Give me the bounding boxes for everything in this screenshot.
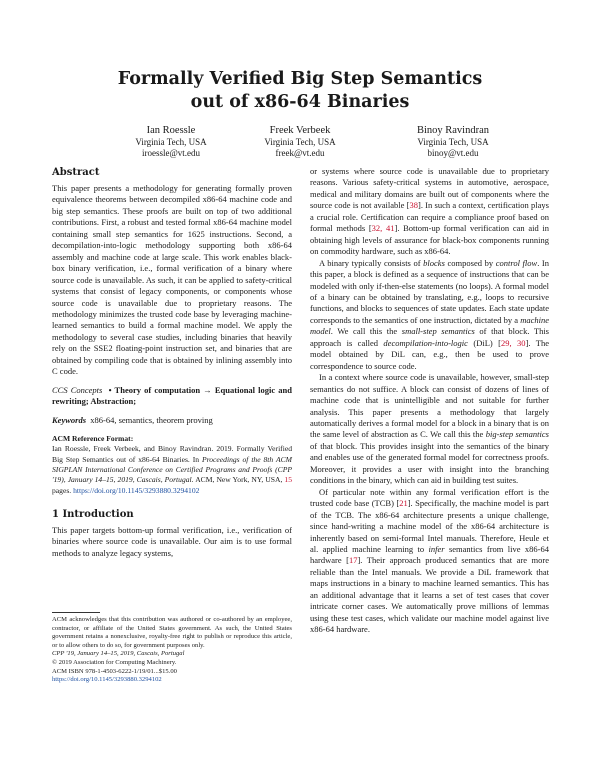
text-run: In a context where source code is unavailable, however, small-step semantics do not suffice. A block can consist of dozens of lines of machine code that is unintelligible and not suitable for further analysis. This paper presents a methodology that largely automatically derives a formal model for a block in a binary that is on the same level of abstraction as C. We call this the [310,372,549,440]
footnote-doi-link[interactable]: https://doi.org/10.1145/3293880.3294102 [52,676,162,684]
introduction-body: This paper targets bottom-up formal verification, i.e., verification of binaries where source code is unavailable. Our aim is to use formal methods to analyze legacy systems, [52,524,292,558]
author-name: Binoy Ravindran [416,125,490,136]
author-email: iroessle@vt.edu [141,148,201,158]
ccs-label: CCS Concepts [52,384,103,395]
paragraph-big-step [310,372,549,487]
author-name: Ian Roessle [146,125,196,136]
author-3 [368,124,538,159]
paper-title-line-1: Formally Verified Big Step Semantics [117,69,483,89]
right-column [310,166,549,636]
citation-link[interactable]: 29, 30 [501,337,526,348]
footnote-isbn: ACM ISBN 978-1-4503-6222-1/19/01...$15.00 [52,667,177,675]
reference-heading: ACM Reference Format: [52,434,134,444]
text-run: Of particular note within any formal verification effort is the trusted code base (TCB) [ [310,486,549,509]
reference-proceedings: Proceedings of the 8th ACM SIGPLAN International Conference on Certified Programs and Proofs (CPP '19), January 14–15, 2019, Cascais, Portugal. [52,454,292,485]
left-column [52,166,292,559]
reference-doi-link[interactable]: https://doi.org/10.1145/3293880.3294102 [73,485,200,495]
author-name: Freek Verbeek [269,125,331,136]
reference-authors-title: Ian Roessle, Freek Verbeek, and Binoy Ravindran. 2019. Formally Verified Big Step Semantics out of x86-64 Binaries. In [52,444,292,464]
text-run: ]. Bottom-up formal verification can aid in obtaining high levels of assurance for black-box components running on commodity hardware, such as x86-64. [310,223,550,257]
text-run: ]. In such a context, certification plays a crucial role. Certification can require a compliance proof based on formal methods [ [310,200,549,234]
abstract-body: This paper presents a methodology for generating formally proven equivalence theorems between decompiled x86-64 machine code and big step semantics. These proofs are built on top of two additional contributions. First, a robust and tested formal x86-64 machine model containing small step semantics for 1625 instructions. Second, a decompilation-into-logic methodology supporting both x86-64 assembly and machine code at large scale. This work enables black-box binary verification, i.e., formal verification of a binary where source code is unavailable. As such, it can be applied to safety-critical systems that consist of legacy components, or components whose source code is unavailable due to proprietary reasons. The methodology minimizes the trusted code base by leveraging machine-learned semantics to build a formal machine model. We apply the methodology to several case studies, including binaries that heavily rely on the SSE2 floating-point instruction set, and binaries that are obtained by compiling code that is obtained by inlining assembly into C code. [52,183,292,377]
emphasis: control flow [495,257,538,268]
paragraph-proprietary [310,166,549,258]
author-email: binoy@vt.edu [427,148,479,158]
text-run: composed by [444,257,496,268]
text-run: A binary typically consists of [319,257,424,268]
text-run: or systems where source code is unavailable due to proprietary reasons. Various safety-critical systems in automotive, aerospace, medical and military domains are built out of components where the source code is not available [ [310,166,549,211]
paragraph-blocks [310,258,549,373]
footnote-venue: CPP '19, January 14–15, 2019, Cascais, Portugal [52,650,185,658]
footnote-copyright: © 2019 Association for Computing Machinery. [52,658,177,666]
text-run: . In this paper, a block is defined as a sequence of instructions that can be modeled with only if-then-else statements (no loops). A formal model of a binary can be obtained by translating, e.g., loops to recursive functions, and blocks to sequences of state updates. Each state update corresponds to the semantics of one instruction, dictated by a [310,257,549,325]
keywords-label: Keywords [52,414,86,425]
acm-reference-format [52,434,292,496]
author-affiliation: Virginia Tech, USA [417,137,489,147]
footnote [52,612,292,685]
emphasis: blocks [423,257,445,268]
text-run: ]. The model obtained by DiL can, e.g., then be used to prove correspondence to source code. [310,337,550,371]
text-run: ]. Specifically, the machine model is part of the TCB. The x86-64 architecture presents a unique challenge, since hand-writing a machine model of the x86-64 architecture is inherently based on semi-formal Intel manuals. Therefore, Heule et al. applied machine learning to [310,498,549,554]
text-run: of that block. This approach is called [310,326,549,348]
ccs-concepts [52,385,292,408]
author-affiliation: Virginia Tech, USA [264,137,336,147]
text-run: of that block. This provides insight into the semantics of the binary and enables use of the generated formal model for correctness proofs. Moreover, it provides a user with insight into the branching conditions in the binary, which can aid in building test suites. [310,440,549,486]
abstract-heading: Abstract [52,167,100,178]
emphasis: infer [428,543,445,554]
citation-link[interactable]: 38 [409,200,418,211]
text-run: . We call this the [330,326,402,337]
author-affiliation: Virginia Tech, USA [135,137,207,147]
reference-publisher: ACM, New York, NY, USA, [193,475,285,485]
footnote-rule [52,612,100,613]
author-email: freek@vt.edu [275,148,325,158]
reference-pages-count: 15 [284,475,292,485]
keywords [52,415,292,426]
text-run: (DiL) [ [467,337,501,348]
emphasis: small-step semantics [401,326,475,337]
text-run: semantics from live x86-64 hardware [ [310,543,549,566]
reference-pages-suffix: pages. [52,485,74,495]
ccs-text: • Theory of computation → Equational logic and rewriting; Abstraction; [52,384,292,407]
citation-link[interactable]: 17 [348,555,358,566]
paper-title-line-2: out of x86-64 Binaries [190,92,410,112]
citation-link[interactable]: 21 [399,498,408,509]
introduction-heading: 1 Introduction [52,508,134,520]
author-2 [215,124,385,159]
footnote-ack: ACM acknowledges that this contribution was authored or co-authored by an employee, contractor, or affiliate of the United States government. As such, the United States government retains a nonexclusive, royalty-free right to publish or reproduce this article, or to allow others to do so, for government purposes only. [52,616,292,649]
paragraph-tcb [310,487,549,636]
keywords-text: x86-64, semantics, theorem proving [90,414,213,425]
emphasis: big-step semantics [485,429,549,440]
emphasis: decompilation-into-logic [383,337,468,348]
emphasis: machine model [310,314,549,337]
text-run: ]. Their approach produced semantics that are more reliable than the Intel manuals. We provide a DiL framework that maps instructions in a binary to machine learned semantics. This has an additional advantage that it learns a set of test cases that cover intricate corner cases. We automatically prove millions of lemmas using these test cases, which validate our machine model against live x86-64 hardware. [310,555,550,635]
citation-link[interactable]: 32, 41 [371,223,395,234]
